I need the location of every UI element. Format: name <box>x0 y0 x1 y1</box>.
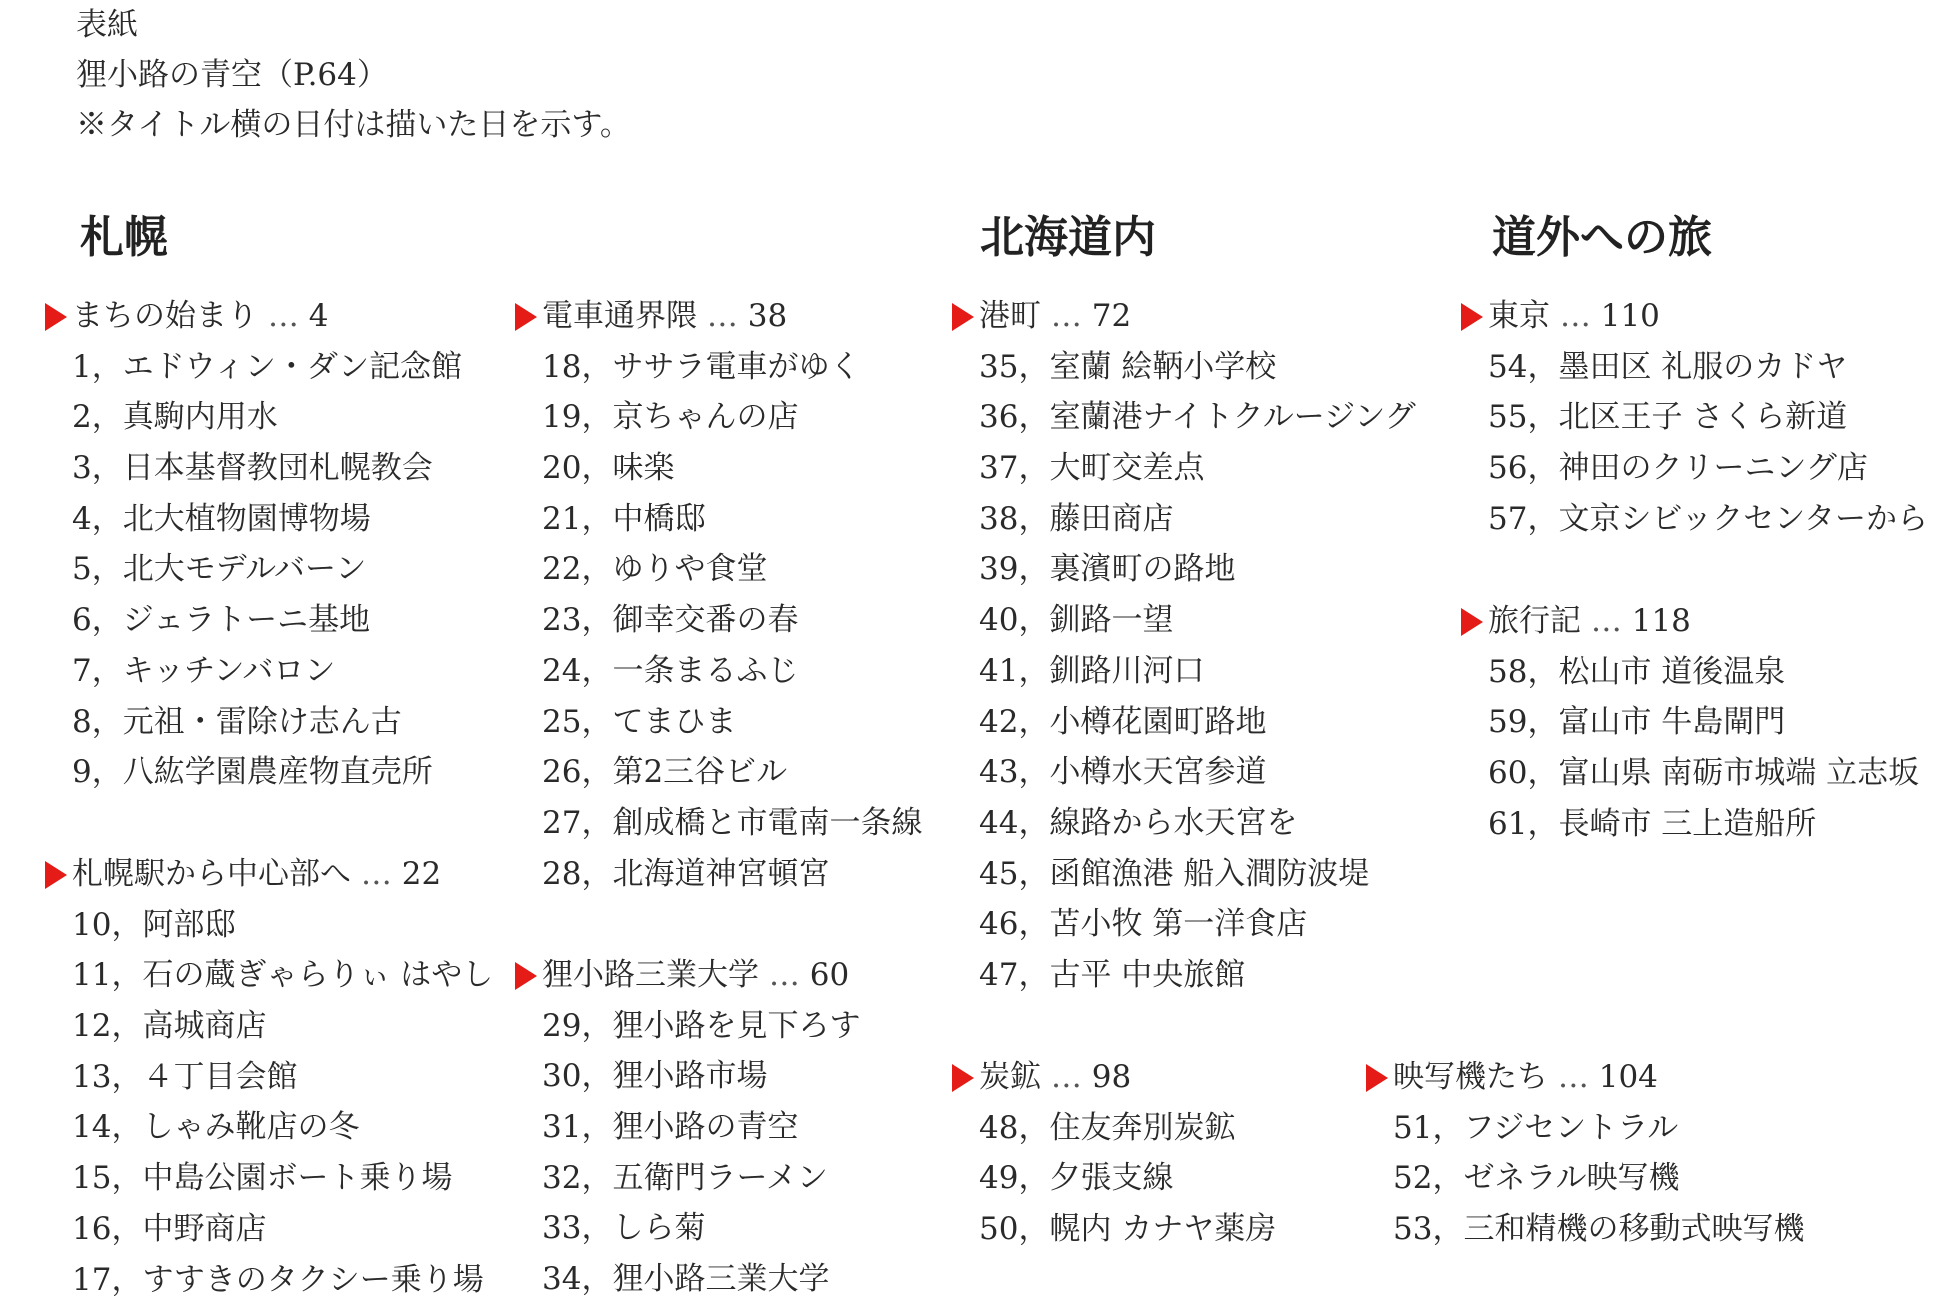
toc-entry: 41，釧路川河口 <box>979 652 1205 689</box>
toc-entry: 23，御幸交番の春 <box>542 602 799 639</box>
section-page-number: 72 <box>1091 298 1132 334</box>
section-title: 電車通界隈 <box>542 298 697 334</box>
toc-entry: 26，第2三谷ビル <box>542 754 788 791</box>
triangle-marker-icon <box>952 303 974 331</box>
section-title: 炭鉱 <box>979 1059 1041 1095</box>
section-tanko <box>952 1052 1276 1255</box>
toc-entry: 17，すすきのタクシー乗り場 <box>72 1261 484 1298</box>
toc-entry: 53，三和精機の移動式映写機 <box>1393 1211 1805 1248</box>
section-header <box>515 291 922 342</box>
toc-entry: 5，北大モデルバーン <box>72 551 367 588</box>
toc-entry: 39，裏濱町の路地 <box>979 551 1236 588</box>
page-separator: … <box>759 957 810 993</box>
toc-entry: 49，夕張支線 <box>979 1160 1174 1197</box>
toc-entry: 45，函館漁港 船入澗防波堤 <box>979 855 1370 892</box>
toc-entry: 3，日本基督教団札幌教会 <box>72 450 433 487</box>
toc-entry: 24，一条まるふじ <box>542 652 799 689</box>
triangle-marker-icon <box>45 861 67 889</box>
region-title-outside: 道外への旅 <box>1492 212 1712 263</box>
toc-entry: 56，神田のクリーニング店 <box>1488 450 1868 487</box>
toc-entry: 2，真駒内用水 <box>72 399 278 436</box>
section-page-number: 110 <box>1600 298 1660 334</box>
toc-entry: 21，中橋邸 <box>542 500 706 537</box>
toc-entry: 20，味楽 <box>542 450 675 487</box>
cover-title: 狸小路の青空（P.64） <box>76 57 388 93</box>
triangle-marker-icon <box>515 303 537 331</box>
date-note: ※タイトル横の日付は描いた日を示す。 <box>76 107 631 143</box>
section-ryokoki <box>1461 596 1919 849</box>
toc-entry: 47，古平 中央旅館 <box>979 956 1246 993</box>
section-header <box>45 849 493 900</box>
section-minatomachi <box>952 291 1416 1001</box>
section-page-number: 60 <box>809 957 850 993</box>
section-densha-dori <box>515 291 922 899</box>
toc-entry: 57，文京シビックセンターから <box>1488 500 1928 537</box>
toc-entry: 9，八紘学園農産物直売所 <box>72 754 433 791</box>
section-title: まちの始まり <box>72 298 258 334</box>
page-separator: … <box>697 298 748 334</box>
section-page-number: 38 <box>747 298 788 334</box>
section-page-number: 4 <box>308 298 329 334</box>
toc-entry: 28，北海道神宮頓宮 <box>542 855 830 892</box>
section-header <box>45 291 462 342</box>
triangle-marker-icon <box>1461 608 1483 636</box>
toc-entry: 6，ジェラトーニ基地 <box>72 602 371 639</box>
section-page-number: 104 <box>1598 1059 1658 1095</box>
page-separator: … <box>351 856 402 892</box>
toc-entry: 48，住友奔別炭鉱 <box>979 1109 1236 1146</box>
toc-entry: 46，苫小牧 第一洋食店 <box>979 906 1308 943</box>
region-title-hokkaido: 北海道内 <box>980 212 1156 263</box>
section-title: 映写機たち <box>1393 1059 1548 1095</box>
section-title: 札幌駅から中心部へ <box>72 856 351 892</box>
page-separator: … <box>1041 298 1092 334</box>
toc-entry: 29，狸小路を見下ろす <box>542 1007 861 1044</box>
toc-entry: 38，藤田商店 <box>979 500 1174 537</box>
toc-entry: 10，阿部邸 <box>72 906 236 943</box>
section-title: 狸小路三業大学 <box>542 957 759 993</box>
toc-entry: 11，石の蔵ぎゃらりぃ はやし <box>72 957 494 994</box>
toc-entry: 7，キッチンバロン <box>72 652 336 689</box>
toc-entry: 40，釧路一望 <box>979 602 1174 639</box>
section-header <box>1461 596 1919 647</box>
toc-entry: 36，室蘭港ナイトクルージング <box>979 399 1416 436</box>
toc-entry: 51，フジセントラル <box>1393 1109 1679 1146</box>
toc-entry: 19，京ちゃんの店 <box>542 399 799 436</box>
toc-entry: 44，線路から水天宮を <box>979 804 1298 841</box>
toc-entry: 42，小樽花園町路地 <box>979 703 1267 740</box>
toc-entry: 14，しゃみ靴店の冬 <box>72 1109 360 1146</box>
toc-entry: 30，狸小路市場 <box>542 1058 768 1095</box>
section-header <box>1366 1052 1804 1103</box>
toc-entry: 8，元祖・雷除け志ん古 <box>72 703 402 740</box>
toc-entry: 27，創成橋と市電南一条線 <box>542 804 923 841</box>
triangle-marker-icon <box>45 303 67 331</box>
cover-label: 表紙 <box>76 7 138 43</box>
section-tanukikoji <box>515 950 860 1305</box>
section-page-number: 98 <box>1091 1059 1132 1095</box>
toc-entry: 58，松山市 道後温泉 <box>1488 653 1786 690</box>
toc-entry: 33，しら菊 <box>542 1210 706 1247</box>
toc-entry: 43，小樽水天宮参道 <box>979 754 1267 791</box>
toc-entry: 55，北区王子 さくら新道 <box>1488 399 1848 436</box>
page-separator: … <box>1581 603 1632 639</box>
triangle-marker-icon <box>1461 303 1483 331</box>
page-separator: … <box>1041 1059 1092 1095</box>
section-title: 旅行記 <box>1488 603 1581 639</box>
triangle-marker-icon <box>515 962 537 990</box>
page-separator: … <box>1550 298 1601 334</box>
toc-entry: 54，墨田区 礼服のカドヤ <box>1488 348 1848 385</box>
toc-entry: 25，てまひま <box>542 703 737 740</box>
toc-entry: 13，４丁目会館 <box>72 1058 298 1095</box>
section-header <box>952 291 1416 342</box>
triangle-marker-icon <box>952 1064 974 1092</box>
toc-entry: 59，富山市 牛島閘門 <box>1488 704 1786 741</box>
toc-entry: 37，大町交差点 <box>979 450 1205 487</box>
toc-entry: 1，エドウィン・ダン記念館 <box>72 348 463 385</box>
section-eishaki <box>1366 1052 1804 1255</box>
section-machi-no-hajimari <box>45 291 462 798</box>
section-title: 港町 <box>979 298 1041 334</box>
triangle-marker-icon <box>1366 1064 1388 1092</box>
page-separator: … <box>258 298 309 334</box>
section-sapporo-station <box>45 849 493 1305</box>
section-page-number: 118 <box>1631 603 1691 639</box>
toc-entry: 18，ササラ電車がゆく <box>542 348 861 385</box>
toc-entry: 15，中島公園ボート乗り場 <box>72 1160 453 1197</box>
toc-entry: 35，室蘭 絵鞆小学校 <box>979 348 1277 385</box>
toc-entry: 4，北大植物園博物場 <box>72 500 371 537</box>
toc-entry: 31，狸小路の青空 <box>542 1109 799 1146</box>
toc-entry: 50，幌内 カナヤ薬房 <box>979 1211 1277 1248</box>
section-page-number: 22 <box>401 856 442 892</box>
section-tokyo <box>1461 291 1928 544</box>
page-separator: … <box>1548 1059 1599 1095</box>
section-header <box>952 1052 1276 1103</box>
toc-entry: 22，ゆりや食堂 <box>542 551 768 588</box>
section-header <box>1461 291 1928 342</box>
toc-entry: 34，狸小路三業大学 <box>542 1261 830 1298</box>
toc-entry: 32，五衛門ラーメン <box>542 1159 828 1196</box>
toc-entry: 52，ゼネラル映写機 <box>1393 1160 1680 1197</box>
region-title-sapporo: 札幌 <box>80 212 168 263</box>
toc-entry: 16，中野商店 <box>72 1210 267 1247</box>
toc-entry: 60，富山県 南砺市城端 立志坂 <box>1488 755 1920 792</box>
toc-entry: 12，高城商店 <box>72 1008 267 1045</box>
toc-entry: 61，長崎市 三上造船所 <box>1488 805 1817 842</box>
section-header <box>515 950 860 1001</box>
section-title: 東京 <box>1488 298 1550 334</box>
